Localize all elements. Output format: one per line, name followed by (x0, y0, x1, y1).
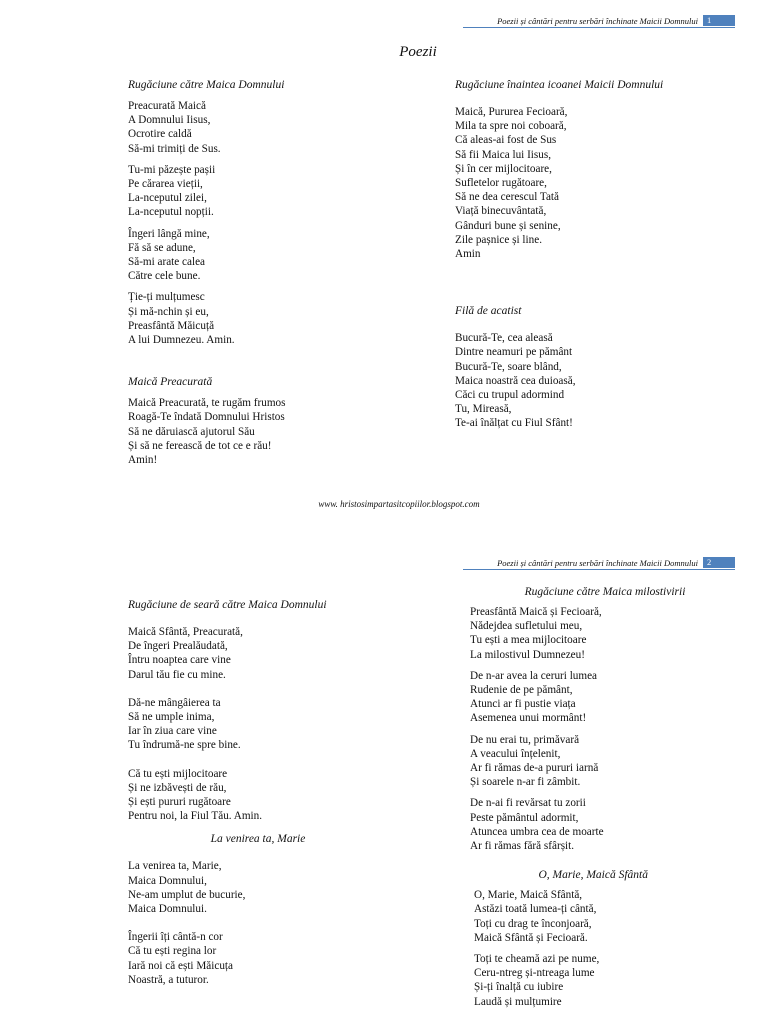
poem-stanza: De nu erai tu, primăvară A veacului înțelenit, Ar fi rămas de-a pururi iarnă Și soarele n-ar fi zâmbit. (470, 733, 599, 789)
poem-stanza: De n-ar avea la ceruri lumea Rudenie de pe pământ, Atunci ar fi pustie viața Asemenea unui mormânt! (470, 669, 598, 725)
header-rule (463, 27, 735, 28)
poem-stanza: De n-ai fi revărsat tu zorii Peste pământul adormit, Atuncea umbra cea de moarte Ar fi rămas fără sfârșit. (470, 797, 604, 853)
poem-title: Rugăciune către Maica milostivirii (524, 586, 686, 598)
poem-title: O, Marie, Maică Sfântă (538, 869, 648, 882)
poem-stanza: Dă-ne mângâierea ta Să ne umple inima, Iar în ziua care vine Tu îndrumă-ne spre bine. (128, 696, 241, 752)
footer-url: www. hristosimpartasitcopiilor.blogspot.com (318, 499, 480, 509)
poem-stanza: Îngeri lângă mine, Fă să se adune, Să-mi arate calea Către cele bune. (128, 227, 210, 283)
poem-stanza: Maică, Pururea Fecioară, Mila ta spre noi coboară, Că aleas-ai fost de Sus Să fii Maica lui Iisus, Și în cer mijlocitoare, Sufletelor rugătoare, Să ne dea cerescul Tată Viață binecuvântată, Gânduri bune și senine, Zile pașnice și line. Amin (455, 106, 568, 261)
poem-stanza: O, Marie, Maică Sfântă, Astăzi toată lumea-ți cântă, Toți cu drag te înconjoară, Maică Sfântă și Fecioară. (474, 889, 597, 944)
poem-stanza: Tu-mi păzește pașii Pe cărarea vieții, La-nceputul zilei, La-nceputul nopții. (128, 163, 216, 219)
poem-title: La venirea ta, Marie (210, 833, 306, 846)
poem-stanza: Toți te cheamă azi pe nume, Ceru-ntreg și-ntreaga lume Și-ți înalță cu iubire Laudă și mulțumire (474, 953, 600, 1008)
poem-stanza: Ție-ți mulțumesc Și mă-nchin și eu, Preasfântă Măicuță A lui Dumnezeu. Amin. (128, 291, 235, 347)
poem-stanza: Preacurată Maică A Domnului Iisus, Ocrotire caldă Să-mi trimiți de Sus. (128, 100, 221, 155)
right-column (470, 586, 740, 1009)
page-number-badge: 1 (703, 15, 735, 26)
poem-stanza: Că tu ești mijlocitoare Și ne izbăvești de rău, Și ești pururi rugătoare Pentru noi, la Fiul Tău. Amin. (128, 767, 263, 823)
header-rule (463, 569, 735, 570)
poem-stanza: Bucură-Te, cea aleasă Dintre neamuri pe pământ Bucură-Te, soare blând, Maica noastră cea duioasă, Căci cu trupul adormind Tu, Mireasă, Te-ai înălțat cu Fiul Sfânt! (455, 332, 576, 430)
poem-stanza: Îngerii îți cântă-n cor Că tu ești regina lor Iară noi că ești Măicuța Noastră, a tuturor. (128, 931, 233, 986)
poem-title: Rugăciune de seară către Maica Domnului (128, 599, 327, 611)
poem-stanza: Preasfântă Maică și Fecioară, Nădejdea sufletului meu, Tu ești a mea mijlocitoare La milostivul Dumnezeu! (470, 606, 602, 661)
page-title: Poezii (399, 44, 437, 60)
left-column (128, 599, 428, 987)
poem-title: Filă de acatist (455, 305, 522, 318)
running-header: Poezii și cântări pentru serbări închinate Maicii Domnului (497, 558, 698, 568)
poem-title: Maică Preacurată (128, 376, 213, 389)
page-separator (0, 538, 768, 539)
poem-stanza: La venirea ta, Marie, Maica Domnului, Ne-am umplut de bucurie, Maica Domnului. (128, 860, 246, 916)
running-header: Poezii și cântări pentru serbări închinate Maicii Domnului (497, 16, 698, 26)
poem-title: Rugăciune înaintea icoanei Maicii Domnului (455, 79, 664, 91)
document-page-2 (0, 552, 768, 1024)
poem-title: Rugăciune către Maica Domnului (128, 79, 285, 91)
page-number-badge: 2 (703, 557, 735, 568)
right-column (455, 79, 755, 431)
poem-stanza: Maică Preacurată, te rugăm frumos Roagă-Te îndată Domnului Hristos Să ne dăruiască ajutorul Său Și să ne ferească de tot ce e rău! Amin! (128, 397, 286, 467)
left-column (128, 79, 428, 467)
poem-stanza: Maică Sfântă, Preacurată, De îngeri Prealăudată, Întru noaptea care vine Darul tău fie cu mine. (128, 626, 243, 681)
